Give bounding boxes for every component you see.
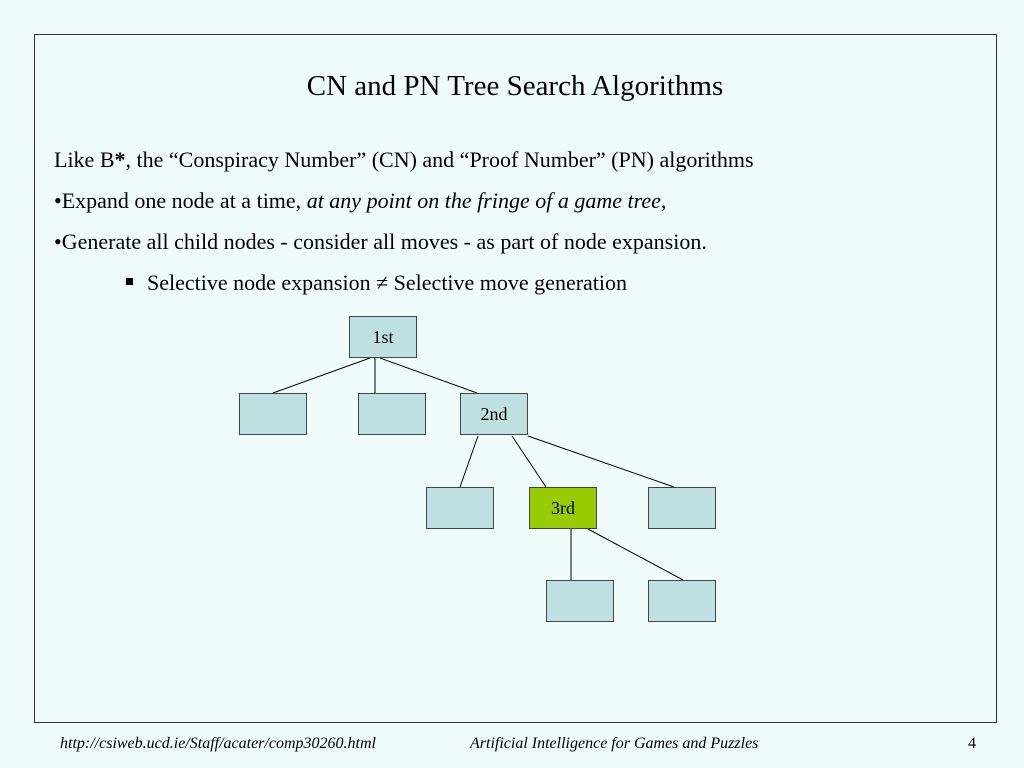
tree-node-2nd: 2nd — [460, 393, 528, 435]
bullet-expand-suffix: , — [660, 188, 667, 213]
tree-node-level2-mid — [358, 393, 426, 435]
bullet-expand-italic: at any point on the fringe of a game tree — [306, 188, 661, 213]
edge-1st-2nd — [380, 358, 477, 393]
tree-node-level2-left — [239, 393, 307, 435]
page-number: 4 — [968, 735, 976, 752]
intro-star: * — [114, 147, 126, 172]
intro-rest: , the “Conspiracy Number” (CN) and “Proof Number” (PN) algorithms — [125, 147, 754, 172]
edge-2nd-right — [528, 436, 674, 487]
sub-bullet-text: Selective node expansion ≠ Selective move generation — [147, 270, 628, 295]
edge-1st-left — [273, 358, 370, 393]
intro-prefix: Like B — [54, 147, 115, 172]
edge-2nd-3rd — [512, 436, 546, 487]
tree-node-3rd: 3rd — [529, 487, 597, 529]
footer-url: http://csiweb.ucd.ie/Staff/acater/comp30260.html — [60, 735, 376, 752]
edge-2nd-left — [460, 436, 478, 487]
tree-node-level3-left — [426, 487, 494, 529]
tree-node-level4-right — [648, 580, 716, 622]
footer-course-title: Artificial Intelligence for Games and Puzzles — [470, 735, 759, 752]
bullet-generate: •Generate all child nodes - consider all moves - as part of node expansion. — [54, 229, 707, 254]
bullet-expand-prefix: •Expand one node at a time, — [54, 188, 307, 213]
tree-node-level4-left — [546, 580, 614, 622]
tree-node-level3-right — [648, 487, 716, 529]
slide-title: CN and PN Tree Search Algorithms — [306, 70, 724, 102]
edge-3rd-right — [588, 529, 683, 580]
tree-node-1st: 1st — [349, 316, 417, 358]
